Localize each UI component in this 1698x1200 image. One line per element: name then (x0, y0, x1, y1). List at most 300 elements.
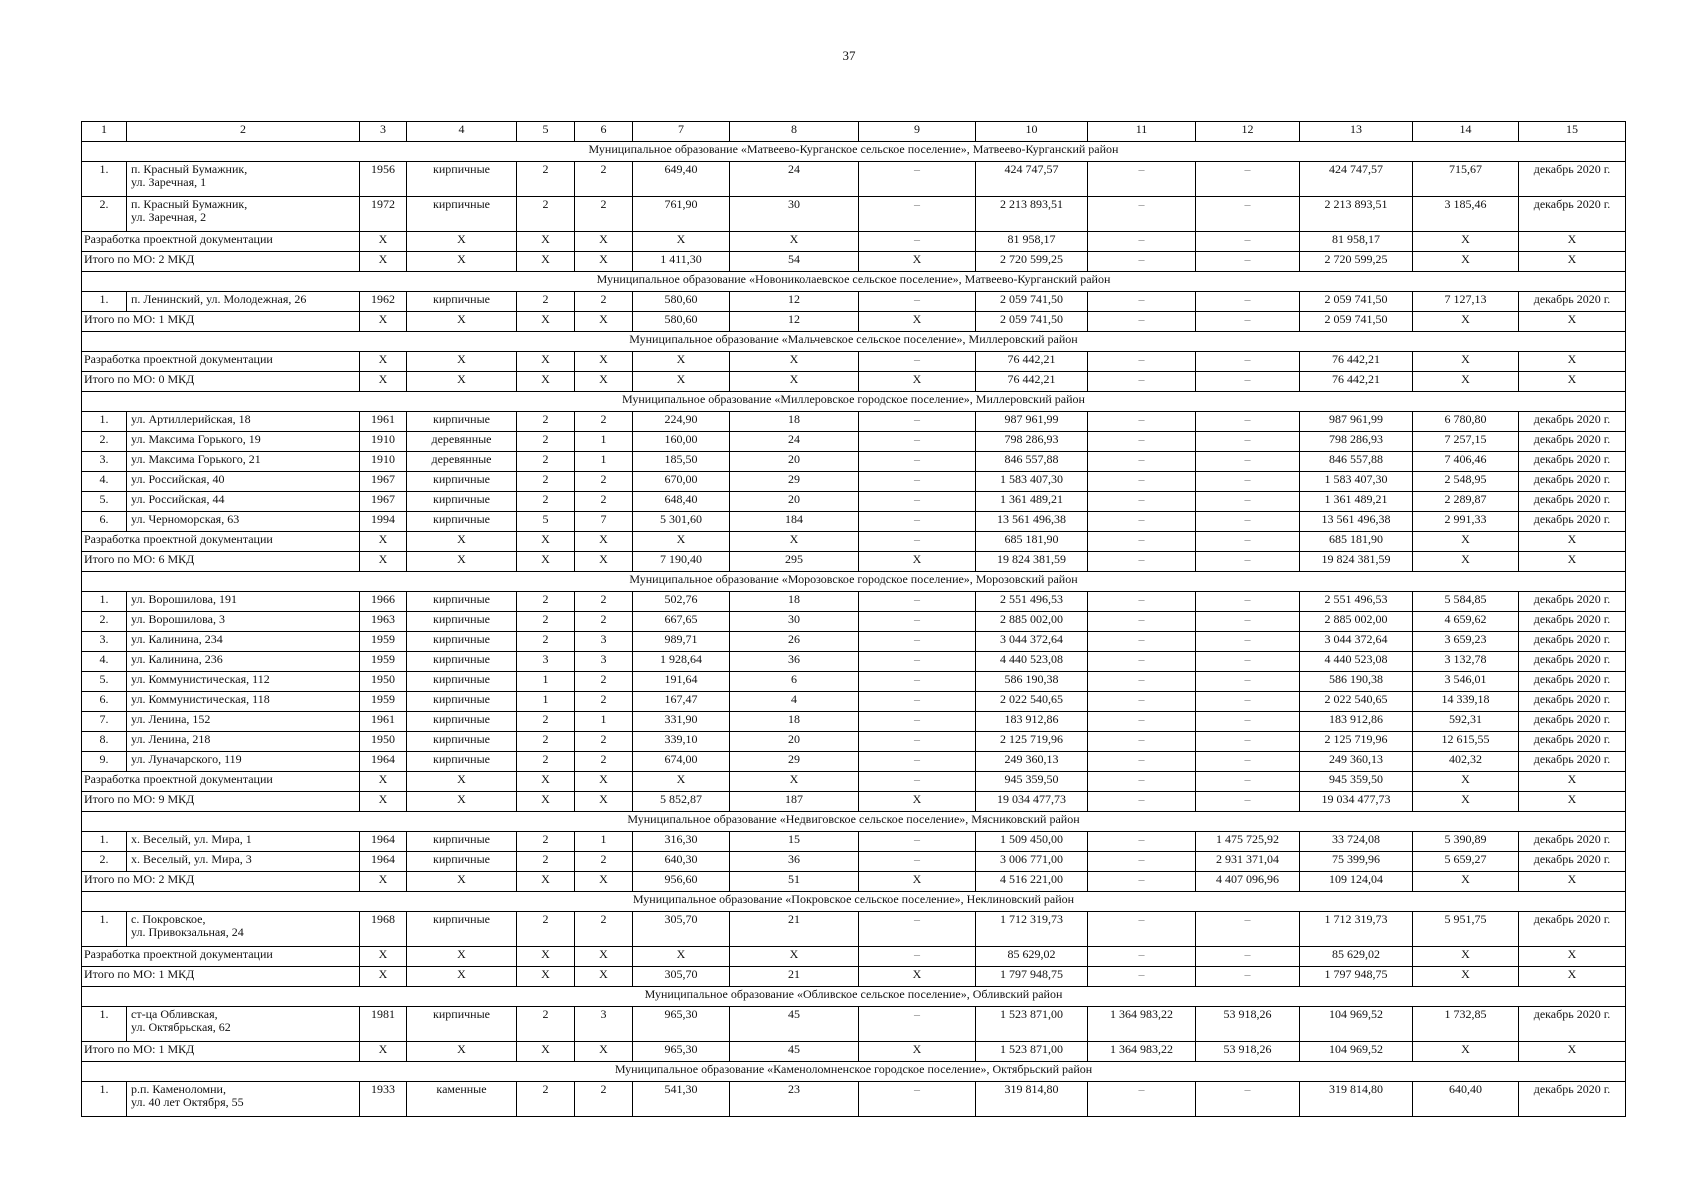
table-cell: 502,76 (633, 592, 730, 612)
table-cell: 339,10 (633, 732, 730, 752)
table-row (82, 292, 1626, 312)
table-cell: X (633, 947, 730, 967)
table-cell: 104 969,52 (1300, 1042, 1413, 1062)
table-cell: – (1196, 612, 1300, 632)
table-cell: 2 (517, 492, 575, 512)
table-cell: кирпичные (407, 472, 517, 492)
table-cell: X (517, 872, 575, 892)
table-cell: декабрь 2020 г. (1519, 632, 1626, 652)
table-cell: X (1519, 312, 1626, 332)
table-cell: 2 (517, 592, 575, 612)
table-cell: 2 (575, 292, 633, 312)
summary-label: Итого по МО: 0 МКД (82, 372, 360, 392)
table-cell: X (730, 947, 859, 967)
table-cell: 21 (730, 967, 859, 987)
table-cell: декабрь 2020 г. (1519, 912, 1626, 947)
table-cell: 26 (730, 632, 859, 652)
table-cell: – (1088, 452, 1196, 472)
summary-row (82, 372, 1626, 392)
table-cell: X (517, 232, 575, 252)
table-cell: 1959 (360, 692, 407, 712)
table-cell: – (859, 852, 976, 872)
table-cell: – (859, 1007, 976, 1042)
table-cell: 2 (575, 1082, 633, 1117)
table-cell: – (859, 832, 976, 852)
table-cell: 183 912,86 (976, 712, 1088, 732)
table-cell: кирпичные (407, 672, 517, 692)
table-cell: 3 659,23 (1413, 632, 1519, 652)
table-cell: 12 (730, 292, 859, 312)
table-cell: X (575, 872, 633, 892)
table-cell: 685 181,90 (1300, 532, 1413, 552)
table-cell: 2 720 599,25 (976, 252, 1088, 272)
table-cell: кирпичные (407, 412, 517, 432)
table-cell: X (517, 792, 575, 812)
table-row (82, 492, 1626, 512)
table-cell: X (1519, 552, 1626, 572)
row-number: 5. (82, 672, 127, 692)
table-cell: 846 557,88 (976, 452, 1088, 472)
table-cell: X (1413, 232, 1519, 252)
table-cell: – (1196, 532, 1300, 552)
table-row (82, 672, 1626, 692)
address-cell: х. Веселый, ул. Мира, 3 (127, 852, 360, 872)
table-cell: 13 561 496,38 (1300, 512, 1413, 532)
table-cell: 30 (730, 612, 859, 632)
table-cell: – (859, 432, 976, 452)
header-row (82, 122, 1626, 142)
table-cell: 2 720 599,25 (1300, 252, 1413, 272)
table-row (82, 712, 1626, 732)
table-row (82, 692, 1626, 712)
table-cell: 1 (575, 712, 633, 732)
table-row (82, 472, 1626, 492)
table-cell: декабрь 2020 г. (1519, 692, 1626, 712)
table-cell: – (1196, 752, 1300, 772)
table-cell: 1 583 407,30 (976, 472, 1088, 492)
table-cell: 2 931 371,04 (1196, 852, 1300, 872)
row-number: 1. (82, 1082, 127, 1117)
summary-row (82, 312, 1626, 332)
table-cell: X (730, 772, 859, 792)
table-cell: кирпичные (407, 612, 517, 632)
table-cell: 12 (730, 312, 859, 332)
table-cell: X (360, 252, 407, 272)
table-cell: 21 (730, 912, 859, 947)
table-cell: декабрь 2020 г. (1519, 832, 1626, 852)
table-cell: X (730, 532, 859, 552)
table-cell: 2 885 002,00 (976, 612, 1088, 632)
summary-label: Итого по МО: 1 МКД (82, 1042, 360, 1062)
table-cell: – (1088, 412, 1196, 432)
table-cell: 1967 (360, 472, 407, 492)
table-row (82, 832, 1626, 852)
table-cell: – (1196, 512, 1300, 532)
table-cell: – (1196, 692, 1300, 712)
table-cell: – (1088, 772, 1196, 792)
table-cell: 2 (517, 472, 575, 492)
table-cell: кирпичные (407, 592, 517, 612)
table-cell: 956,60 (633, 872, 730, 892)
table-cell: 24 (730, 162, 859, 197)
table-cell: X (407, 312, 517, 332)
table-cell: 2 125 719,96 (976, 732, 1088, 752)
summary-row (82, 772, 1626, 792)
table-row (82, 1082, 1626, 1117)
table-cell: декабрь 2020 г. (1519, 732, 1626, 752)
column-number-header: 13 (1300, 122, 1413, 142)
table-cell: 6 (730, 672, 859, 692)
table-cell: декабрь 2020 г. (1519, 512, 1626, 532)
summary-row (82, 792, 1626, 812)
table-cell: X (517, 1042, 575, 1062)
table-cell: 45 (730, 1042, 859, 1062)
table-cell: – (859, 162, 976, 197)
table-cell: 85 629,02 (1300, 947, 1413, 967)
table-row (82, 732, 1626, 752)
table-cell: X (360, 872, 407, 892)
table-cell: 1 732,85 (1413, 1007, 1519, 1042)
table-cell: 19 034 477,73 (1300, 792, 1413, 812)
address-cell: с. Покровское, ул. Привокзальная, 24 (127, 912, 360, 947)
table-cell: 183 912,86 (1300, 712, 1413, 732)
table-cell: – (1196, 947, 1300, 967)
table-cell: 76 442,21 (976, 352, 1088, 372)
row-number: 3. (82, 632, 127, 652)
table-cell: X (1519, 372, 1626, 392)
capital-repair-table (81, 121, 1626, 1117)
table-cell: X (360, 372, 407, 392)
row-number: 1. (82, 912, 127, 947)
table-cell: – (859, 732, 976, 752)
table-cell: 1 797 948,75 (1300, 967, 1413, 987)
table-cell: – (1196, 772, 1300, 792)
row-number: 2. (82, 197, 127, 232)
table-cell: 331,90 (633, 712, 730, 732)
table-cell: 1964 (360, 832, 407, 852)
table-cell: 580,60 (633, 312, 730, 332)
table-cell: 1910 (360, 432, 407, 452)
table-cell: X (517, 967, 575, 987)
table-row (82, 197, 1626, 232)
table-cell: 761,90 (633, 197, 730, 232)
table-body (82, 122, 1626, 1117)
table-cell: – (859, 672, 976, 692)
table-cell: 15 (730, 832, 859, 852)
table-cell: 3 (575, 652, 633, 672)
table-cell: 1 583 407,30 (1300, 472, 1413, 492)
table-cell: кирпичные (407, 912, 517, 947)
table-cell: 1956 (360, 162, 407, 197)
table-cell: 2 (575, 592, 633, 612)
table-cell: 685 181,90 (976, 532, 1088, 552)
table-cell: 670,00 (633, 472, 730, 492)
table-cell: X (633, 232, 730, 252)
table-cell: 30 (730, 197, 859, 232)
table-cell: 187 (730, 792, 859, 812)
table-cell: 2 (575, 162, 633, 197)
table-cell: 1 712 319,73 (1300, 912, 1413, 947)
municipality-title: Муниципальное образование «Новониколаевское сельское поселение», Матвеево-Курганский район (82, 272, 1626, 292)
row-number: 6. (82, 512, 127, 532)
table-cell: 2 022 540,65 (976, 692, 1088, 712)
table-cell: X (859, 312, 976, 332)
table-row (82, 412, 1626, 432)
table-cell: 1961 (360, 712, 407, 732)
address-cell: ул. Максима Горького, 19 (127, 432, 360, 452)
table-cell: кирпичные (407, 162, 517, 197)
table-cell: – (859, 772, 976, 792)
table-cell: 305,70 (633, 967, 730, 987)
table-cell: X (407, 252, 517, 272)
table-cell: 224,90 (633, 412, 730, 432)
table-cell: X (859, 872, 976, 892)
table-cell: 1 509 450,00 (976, 832, 1088, 852)
table-cell: 2 059 741,50 (1300, 292, 1413, 312)
table-cell: 3 132,78 (1413, 652, 1519, 672)
table-cell: 2 (517, 832, 575, 852)
summary-row (82, 947, 1626, 967)
row-number: 9. (82, 752, 127, 772)
row-number: 6. (82, 692, 127, 712)
table-cell: – (1088, 532, 1196, 552)
municipality-section-row (82, 142, 1626, 162)
table-cell: X (360, 532, 407, 552)
table-cell: X (517, 532, 575, 552)
table-cell: кирпичные (407, 292, 517, 312)
table-cell: X (1519, 232, 1626, 252)
table-cell: 3 044 372,64 (1300, 632, 1413, 652)
address-cell: ул. Максима Горького, 21 (127, 452, 360, 472)
table-cell: – (1088, 652, 1196, 672)
table-row (82, 512, 1626, 532)
table-row (82, 162, 1626, 197)
table-cell: 2 (517, 912, 575, 947)
table-cell: 1961 (360, 412, 407, 432)
table-cell: 1 (575, 452, 633, 472)
table-cell: декабрь 2020 г. (1519, 852, 1626, 872)
municipality-title: Муниципальное образование «Обливское сельское поселение», Обливский район (82, 987, 1626, 1007)
table-cell: декабрь 2020 г. (1519, 492, 1626, 512)
table-cell: 45 (730, 1007, 859, 1042)
table-cell: 3 044 372,64 (976, 632, 1088, 652)
table-cell: X (1519, 1042, 1626, 1062)
table-cell: 20 (730, 492, 859, 512)
table-cell: 2 (517, 197, 575, 232)
table-cell: 1933 (360, 1082, 407, 1117)
table-cell: – (1196, 197, 1300, 232)
address-cell: ул. Черноморская, 63 (127, 512, 360, 532)
table-cell: 4 440 523,08 (976, 652, 1088, 672)
table-cell: – (859, 712, 976, 732)
table-cell: 81 958,17 (976, 232, 1088, 252)
table-cell: декабрь 2020 г. (1519, 197, 1626, 232)
table-cell: X (360, 967, 407, 987)
table-cell: 1 (575, 832, 633, 852)
table-cell: 160,00 (633, 432, 730, 452)
table-cell: – (1088, 947, 1196, 967)
table-cell: – (859, 592, 976, 612)
table-cell: X (360, 947, 407, 967)
table-cell: 424 747,57 (976, 162, 1088, 197)
table-cell: – (1088, 732, 1196, 752)
table-cell: 20 (730, 452, 859, 472)
table-cell: кирпичные (407, 752, 517, 772)
table-cell: – (1196, 252, 1300, 272)
table-cell: X (859, 552, 976, 572)
table-cell: 19 034 477,73 (976, 792, 1088, 812)
summary-row (82, 1042, 1626, 1062)
table-cell: 249 360,13 (1300, 752, 1413, 772)
table-cell: X (633, 372, 730, 392)
table-row (82, 632, 1626, 652)
table-cell: 1963 (360, 612, 407, 632)
table-cell: 586 190,38 (1300, 672, 1413, 692)
table-cell: 1 364 983,22 (1088, 1007, 1196, 1042)
address-cell: п. Красный Бумажник, ул. Заречная, 2 (127, 197, 360, 232)
table-cell: X (859, 792, 976, 812)
table-cell: – (1088, 872, 1196, 892)
summary-label: Итого по МО: 6 МКД (82, 552, 360, 572)
table-cell: 2 885 002,00 (1300, 612, 1413, 632)
table-cell: 2 (575, 912, 633, 947)
address-cell: ул. Калинина, 234 (127, 632, 360, 652)
row-number: 1. (82, 162, 127, 197)
table-cell: 4 (730, 692, 859, 712)
address-cell: ст-ца Обливская, ул. Октябрьская, 62 (127, 1007, 360, 1042)
table-cell: кирпичные (407, 732, 517, 752)
table-cell: 2 059 741,50 (976, 312, 1088, 332)
table-cell: 19 824 381,59 (976, 552, 1088, 572)
table-cell: – (1088, 552, 1196, 572)
table-cell: X (730, 232, 859, 252)
table-cell: 667,65 (633, 612, 730, 632)
table-cell: – (859, 652, 976, 672)
table-cell: X (1413, 352, 1519, 372)
table-cell: 987 961,99 (1300, 412, 1413, 432)
table-cell: 1966 (360, 592, 407, 612)
table-cell: – (1196, 432, 1300, 452)
summary-row (82, 532, 1626, 552)
table-cell: декабрь 2020 г. (1519, 452, 1626, 472)
table-cell: X (360, 1042, 407, 1062)
table-cell: X (575, 312, 633, 332)
table-cell: X (575, 532, 633, 552)
table-cell: X (575, 352, 633, 372)
table-cell: 5 852,87 (633, 792, 730, 812)
table-cell: 2 (517, 712, 575, 732)
table-cell: X (360, 772, 407, 792)
table-cell: – (1196, 792, 1300, 812)
table-cell: – (1196, 452, 1300, 472)
address-cell: ул. Луначарского, 119 (127, 752, 360, 772)
table-cell: 2 991,33 (1413, 512, 1519, 532)
table-cell: 53 918,26 (1196, 1007, 1300, 1042)
column-number-header: 12 (1196, 122, 1300, 142)
table-cell: декабрь 2020 г. (1519, 752, 1626, 772)
table-cell: – (1088, 372, 1196, 392)
table-cell: кирпичные (407, 512, 517, 532)
summary-label: Итого по МО: 1 МКД (82, 967, 360, 987)
address-cell: ул. Артиллерийская, 18 (127, 412, 360, 432)
table-cell: 2 (575, 732, 633, 752)
table-cell: 4 516 221,00 (976, 872, 1088, 892)
row-number: 2. (82, 612, 127, 632)
table-cell: 402,32 (1413, 752, 1519, 772)
table-cell: декабрь 2020 г. (1519, 432, 1626, 452)
table-cell: – (1196, 492, 1300, 512)
table-cell: – (1088, 252, 1196, 272)
table-cell: 2 289,87 (1413, 492, 1519, 512)
table-cell: 85 629,02 (976, 947, 1088, 967)
table-cell: – (1196, 592, 1300, 612)
table-cell: 2 (517, 412, 575, 432)
table-cell: 1962 (360, 292, 407, 312)
table-cell: 18 (730, 712, 859, 732)
table-cell: X (730, 352, 859, 372)
table-cell: 586 190,38 (976, 672, 1088, 692)
table-cell: X (859, 967, 976, 987)
table-cell: – (1088, 312, 1196, 332)
table-cell: X (575, 792, 633, 812)
municipality-title: Муниципальное образование «Каменоломненское городское поселение», Октябрьский район (82, 1062, 1626, 1082)
table-cell: 18 (730, 412, 859, 432)
table-cell: 7 190,40 (633, 552, 730, 572)
table-cell: 185,50 (633, 452, 730, 472)
row-number: 4. (82, 652, 127, 672)
table-cell: 1 712 319,73 (976, 912, 1088, 947)
table-cell: – (1196, 552, 1300, 572)
table-cell: – (1088, 792, 1196, 812)
column-number-header: 1 (82, 122, 127, 142)
table-cell: декабрь 2020 г. (1519, 592, 1626, 612)
table-cell: 19 824 381,59 (1300, 552, 1413, 572)
table-cell: 1 523 871,00 (976, 1042, 1088, 1062)
summary-label: Итого по МО: 9 МКД (82, 792, 360, 812)
table-cell: X (859, 372, 976, 392)
table-cell: 2 (517, 452, 575, 472)
table-cell: 945 359,50 (976, 772, 1088, 792)
municipality-title: Муниципальное образование «Недвиговское сельское поселение», Мясниковский район (82, 812, 1626, 832)
table-row (82, 652, 1626, 672)
table-cell: X (360, 232, 407, 252)
table-cell: X (859, 1042, 976, 1062)
municipality-section-row (82, 812, 1626, 832)
municipality-section-row (82, 1062, 1626, 1082)
table-cell: 798 286,93 (976, 432, 1088, 452)
table-cell: – (859, 912, 976, 947)
table-cell: – (1196, 162, 1300, 197)
table-cell: X (1519, 947, 1626, 967)
column-number-header: 6 (575, 122, 633, 142)
table-cell: 640,30 (633, 852, 730, 872)
table-cell: X (1413, 772, 1519, 792)
table-cell: X (517, 947, 575, 967)
table-cell: 1964 (360, 852, 407, 872)
table-cell: X (575, 947, 633, 967)
table-cell: X (407, 372, 517, 392)
table-cell: – (859, 472, 976, 492)
table-cell: X (517, 772, 575, 792)
table-cell: X (575, 232, 633, 252)
table-cell: – (859, 452, 976, 472)
table-cell: – (1196, 312, 1300, 332)
table-cell: кирпичные (407, 197, 517, 232)
table-cell: X (407, 872, 517, 892)
table-cell: – (859, 232, 976, 252)
table-row (82, 612, 1626, 632)
table-cell: 319 814,80 (1300, 1082, 1413, 1117)
